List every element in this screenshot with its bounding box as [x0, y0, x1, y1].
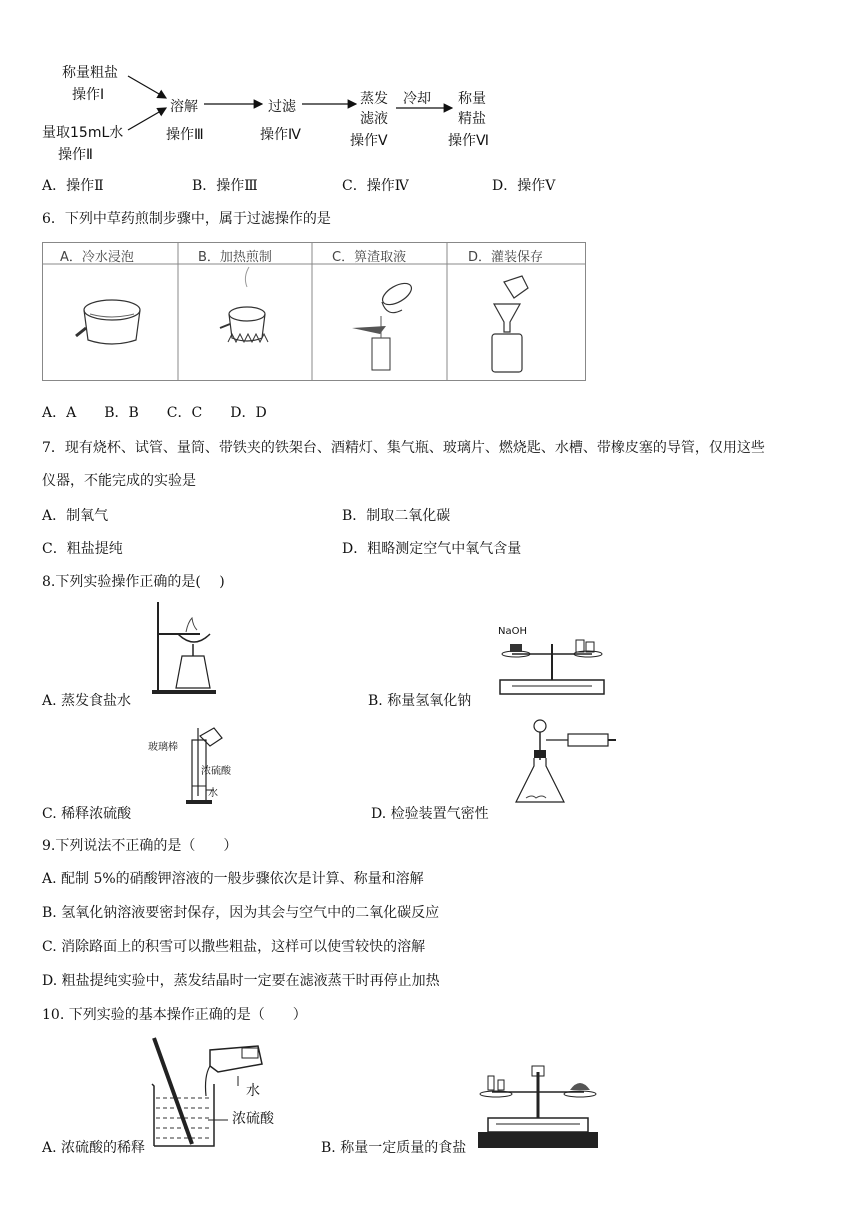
q8-acid-label: 浓硫酸 — [201, 766, 231, 777]
q6-options: A．A B．B C．C D．D — [42, 405, 267, 421]
flow-node-6-line2: 精盐 — [458, 111, 486, 127]
q6-pot-soak-icon — [76, 300, 140, 344]
q6-pot-heating-icon — [220, 267, 268, 342]
flow-node-1-line1: 称量粗盐 — [62, 65, 118, 81]
q8-naoh-label: NaOH — [498, 626, 527, 637]
q6-strain-icon — [352, 279, 415, 370]
flow-node-6-line3: 操作Ⅵ — [448, 133, 489, 149]
q8-water-label: 水 — [208, 788, 218, 799]
q7-stem-line2: 仪器，不能完成的实验是 — [42, 473, 196, 489]
q6-panel-b-label: B．加热煎制 — [198, 250, 272, 265]
q7-stem-line1: 7．现有烧杯、试管、量筒、带铁夹的铁架台、酒精灯、集气瓶、玻璃片、燃烧匙、水槽、带橡皮塞的导管，仅用这些 — [42, 440, 765, 456]
flow-arrow-label: 冷却 — [403, 91, 431, 107]
flow-node-4-line1: 过滤 — [268, 99, 296, 115]
q6-bottle-funnel-icon — [492, 276, 528, 372]
q6-panel-a-label: A．冷水浸泡 — [60, 250, 134, 265]
flow-node-5-line3: 操作Ⅴ — [350, 133, 388, 149]
q7-option-d: D．粗略测定空气中氧气含量 — [342, 541, 522, 557]
flow-node-2-line2: 操作Ⅱ — [58, 147, 93, 163]
q7-option-b: B．制取二氧化碳 — [342, 508, 451, 524]
q8-option-b: B. 称量氢氧化钠 — [368, 693, 472, 709]
q10-stem: 10. 下列实验的基本操作正确的是（ ） — [42, 1007, 307, 1023]
q10-acid-label: 浓硫酸 — [232, 1111, 274, 1127]
flow-node-1-line2: 操作Ⅰ — [72, 87, 105, 103]
q9-option-c: C. 消除路面上的积雪可以撒些粗盐，这样可以使雪较快的溶解 — [42, 939, 426, 955]
q10-balance-figure — [476, 1062, 600, 1152]
flow-node-2-line1: 量取15mL水 — [42, 125, 124, 141]
flow-node-4-line2: 操作Ⅳ — [260, 127, 301, 143]
q7-option-a: A．制氧气 — [42, 508, 109, 524]
flow-arrow-1 — [128, 76, 166, 98]
q9-option-b: B. 氢氧化钠溶液要密封保存，因为其会与空气中的二氧化碳反应 — [42, 905, 440, 921]
q10-option-b: B. 称量一定质量的食盐 — [321, 1140, 467, 1156]
q8-evaporation-figure — [150, 598, 220, 698]
q6-panel-c-label: C．箅渣取液 — [332, 250, 407, 265]
q10-water-label: 水 — [246, 1083, 260, 1099]
flow-arrow-2 — [128, 108, 166, 130]
flow-node-5-line2: 滤液 — [360, 111, 388, 127]
q8-rod-label: 玻璃棒 — [148, 742, 178, 753]
flow-node-3-line2: 操作Ⅲ — [166, 127, 204, 143]
q9-option-d: D. 粗盐提纯实验中，蒸发结晶时一定要在滤液蒸干时再停止加热 — [42, 973, 440, 989]
q5-option-c: C．操作Ⅳ — [342, 178, 409, 194]
q8-option-d: D. 检验装置气密性 — [371, 806, 489, 822]
q6-stem: 6．下列中草药煎制步骤中，属于过滤操作的是 — [42, 211, 331, 227]
q5-option-d: D．操作Ⅴ — [492, 178, 556, 194]
flow-node-5-line1: 蒸发 — [360, 91, 388, 107]
q5-option-b: B．操作Ⅲ — [192, 178, 258, 194]
q10-option-a: A. 浓硫酸的稀释 — [42, 1140, 146, 1156]
q6-panel-d-label: D．灌装保存 — [468, 250, 544, 265]
q8-airtight-figure — [510, 716, 620, 808]
q7-option-c: C．粗盐提纯 — [42, 541, 123, 557]
flow-node-3-line1: 溶解 — [170, 99, 198, 115]
q9-option-a: A. 配制 5%的硝酸钾溶液的一般步骤依次是计算、称量和溶解 — [42, 871, 424, 887]
q10-dilution-figure — [148, 1036, 308, 1154]
flow-node-6-line1: 称量 — [458, 91, 486, 107]
q9-stem: 9.下列说法不正确的是（ ） — [42, 838, 238, 854]
q5-option-a: A．操作Ⅱ — [42, 178, 104, 194]
q8-stem: 8.下列实验操作正确的是( ) — [42, 574, 225, 590]
flow-arrows — [0, 0, 860, 160]
q8-option-a: A. 蒸发食盐水 — [42, 693, 132, 709]
q8-option-c: C. 稀释浓硫酸 — [42, 806, 132, 822]
